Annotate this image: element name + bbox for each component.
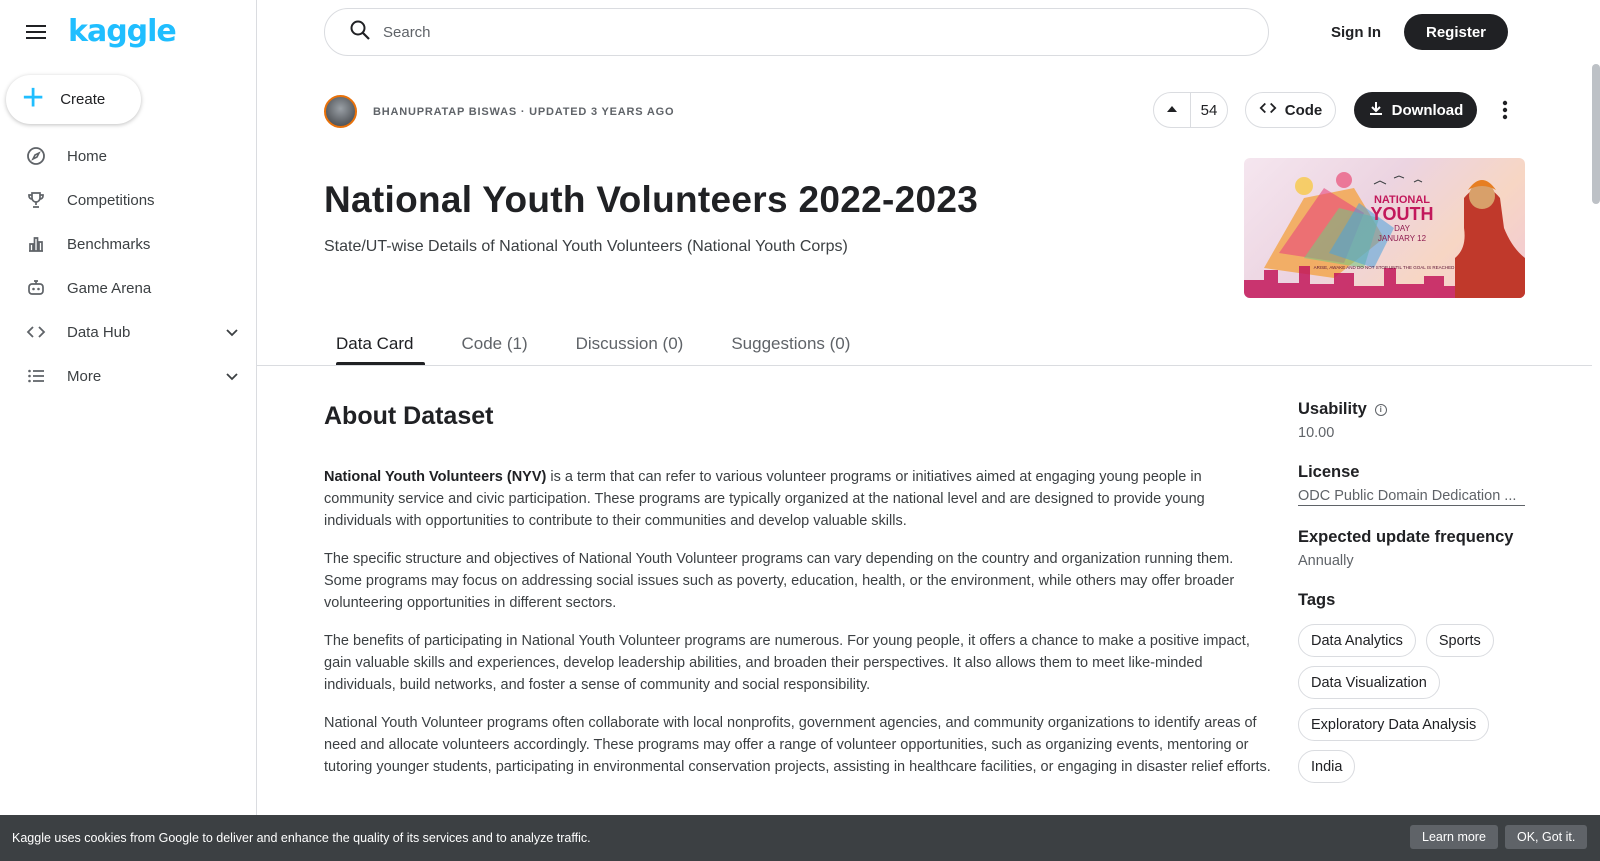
compass-icon xyxy=(25,145,47,167)
sidebar-item-game-arena[interactable] xyxy=(0,266,256,310)
tag-chip[interactable]: Exploratory Data Analysis xyxy=(1298,708,1489,741)
search-icon xyxy=(349,19,371,46)
tag-list xyxy=(1298,624,1525,783)
tag-chip[interactable]: Data Visualization xyxy=(1298,666,1440,699)
code-button[interactable] xyxy=(1245,92,1336,128)
plus-icon: + xyxy=(22,77,45,119)
tag-chip[interactable]: India xyxy=(1298,750,1355,783)
usability-value: 10.00 xyxy=(1298,425,1335,441)
tabs-divider xyxy=(257,365,1592,366)
dataset-meta: BHANUPRATAP BISWAS · UPDATED 3 YEARS AGO xyxy=(373,105,675,118)
chevron-down-icon[interactable] xyxy=(222,322,242,342)
info-icon[interactable]: i xyxy=(1375,404,1387,416)
sidebar-item-more[interactable] xyxy=(0,354,256,398)
brand xyxy=(24,16,176,48)
tags-label: Tags xyxy=(1298,591,1336,609)
tag-chip[interactable]: Data Analytics xyxy=(1298,624,1416,657)
cover-text: NATIONAL xyxy=(1373,194,1431,206)
license-label: License xyxy=(1298,463,1360,481)
frequency-label: Expected update frequency xyxy=(1298,528,1514,546)
description-text: is a term that can refer to various volunteer programs or initiatives aimed at engaging young people in community service and civic participation. These programs are typically organized at the national level and are designed to provide young individuals with opportunities to contribute to their communities and develop valuable skills. xyxy=(324,469,1205,529)
cover-text: DAY xyxy=(1394,224,1410,233)
frequency-section xyxy=(1298,528,1525,569)
metadata-sidebar xyxy=(1298,400,1525,805)
tab-data-card[interactable]: Data Card xyxy=(324,324,425,364)
download-button[interactable] xyxy=(1354,92,1477,128)
cover-motto: ARISE, AWAKE AND DO NOT STOP UNTIL THE GOAL IS REACHED xyxy=(1313,265,1455,270)
page-subtitle: State/UT-wise Details of National Youth Volunteers (National Youth Corps) xyxy=(324,238,848,255)
sidebar-item-benchmarks[interactable] xyxy=(0,222,256,266)
description-paragraph: The specific structure and objectives of National Youth Volunteer programs can vary depending on the country and organization running them. Some programs may focus on addressing social issues such as poverty, education, health, or the environment, while others may offer broader volunteering opportunities in different sectors. xyxy=(324,551,1235,611)
sidebar-item-label: Data Hub xyxy=(67,323,131,341)
top-bar xyxy=(257,0,1600,64)
description-bold-term: National Youth Volunteers (NYV) xyxy=(324,469,547,485)
dataset-tabs xyxy=(324,324,862,364)
code-icon xyxy=(1259,99,1277,121)
create-label: Create xyxy=(60,91,106,108)
chevron-down-icon[interactable] xyxy=(222,366,242,386)
about-heading: About Dataset xyxy=(324,402,494,430)
license-link[interactable]: ODC Public Domain Dedication ... xyxy=(1298,488,1525,506)
download-button-label: Download xyxy=(1391,101,1464,119)
upvote-button[interactable] xyxy=(1154,93,1191,127)
sidebar-item-label: Competitions xyxy=(67,191,155,209)
avatar[interactable] xyxy=(324,95,357,128)
page-title: National Youth Volunteers 2022-2023 xyxy=(324,179,979,220)
sidebar-item-competitions[interactable] xyxy=(0,178,256,222)
list-icon xyxy=(25,365,47,387)
sidebar-item-label: Game Arena xyxy=(67,279,152,297)
vote-count: 54 xyxy=(1200,101,1218,119)
cookie-text: Kaggle uses cookies from Google to deliver and enhance the quality of its services and to analyze traffic. xyxy=(12,831,591,845)
sidebar xyxy=(0,0,257,861)
usability-heading xyxy=(1298,400,1525,419)
tab-suggestions[interactable]: Suggestions (0) xyxy=(731,334,851,353)
description-paragraph: National Youth Volunteer programs often collaborate with local nonprofits, government agencies, and community organizations to identify areas of need and allocate volunteers accordingly. These programs may offer a range of volunteer opportunities, such as organizing events, mentoring or tutoring younger students, participating in environmental conservation projects, assisting in healthcare facilities, or engaging in disaster relief efforts. xyxy=(324,715,1271,775)
search-input[interactable] xyxy=(383,24,1183,41)
dataset-page xyxy=(257,64,1592,861)
robot-icon xyxy=(25,277,47,299)
frequency-value: Annually xyxy=(1298,553,1354,569)
sidebar-nav xyxy=(0,134,256,398)
cover-text: YOUTH xyxy=(1370,204,1434,224)
tag-chip[interactable]: Sports xyxy=(1426,624,1494,657)
vote-widget xyxy=(1153,92,1228,128)
download-icon xyxy=(1368,100,1384,120)
arrow-up-icon xyxy=(1166,101,1178,119)
dataset-cover-image xyxy=(1244,158,1525,298)
trophy-icon xyxy=(25,189,47,211)
dataset-meta-row xyxy=(324,95,674,128)
bar-chart-icon xyxy=(25,233,47,255)
create-button[interactable] xyxy=(6,75,141,124)
sidebar-item-label: Benchmarks xyxy=(67,235,151,253)
tab-code[interactable]: Code (1) xyxy=(461,334,528,353)
hamburger-menu-icon[interactable] xyxy=(24,20,48,44)
cookie-banner xyxy=(0,815,1600,861)
learn-more-button[interactable]: Learn more xyxy=(1410,825,1498,849)
kaggle-logo[interactable]: kaggle xyxy=(68,14,176,49)
tags-section xyxy=(1298,591,1525,783)
description-paragraph xyxy=(324,466,1274,532)
sidebar-item-data-hub[interactable] xyxy=(0,310,256,354)
description-paragraph: The benefits of participating in National Youth Volunteer programs are numerous. For young people, it offers a chance to make a positive impact, gain valuable skills and experiences, develop leadership abilities, and broaden their perspectives. It also allows them to meet like-minded individuals, build networks, and foster a sense of community and social responsibility. xyxy=(324,633,1250,693)
register-button[interactable]: Register xyxy=(1404,14,1508,50)
usability-label: Usability xyxy=(1298,400,1367,418)
cover-text: JANUARY 12 xyxy=(1377,234,1427,243)
ok-got-it-button[interactable]: OK, Got it. xyxy=(1505,825,1587,849)
code-button-label: Code xyxy=(1284,101,1323,119)
more-vert-icon[interactable] xyxy=(1487,92,1523,128)
sidebar-item-label: More xyxy=(67,367,102,385)
license-section xyxy=(1298,463,1525,506)
page-scrollbar[interactable] xyxy=(1592,64,1600,204)
dataset-description xyxy=(324,466,1274,794)
search-bar[interactable] xyxy=(324,8,1269,56)
sign-in-button[interactable]: Sign In xyxy=(1331,23,1381,41)
sidebar-item-home[interactable] xyxy=(0,134,256,178)
tab-discussion[interactable]: Discussion (0) xyxy=(575,334,684,353)
usability-section xyxy=(1298,400,1525,441)
sidebar-item-label: Home xyxy=(67,147,108,165)
code-icon xyxy=(25,321,47,343)
